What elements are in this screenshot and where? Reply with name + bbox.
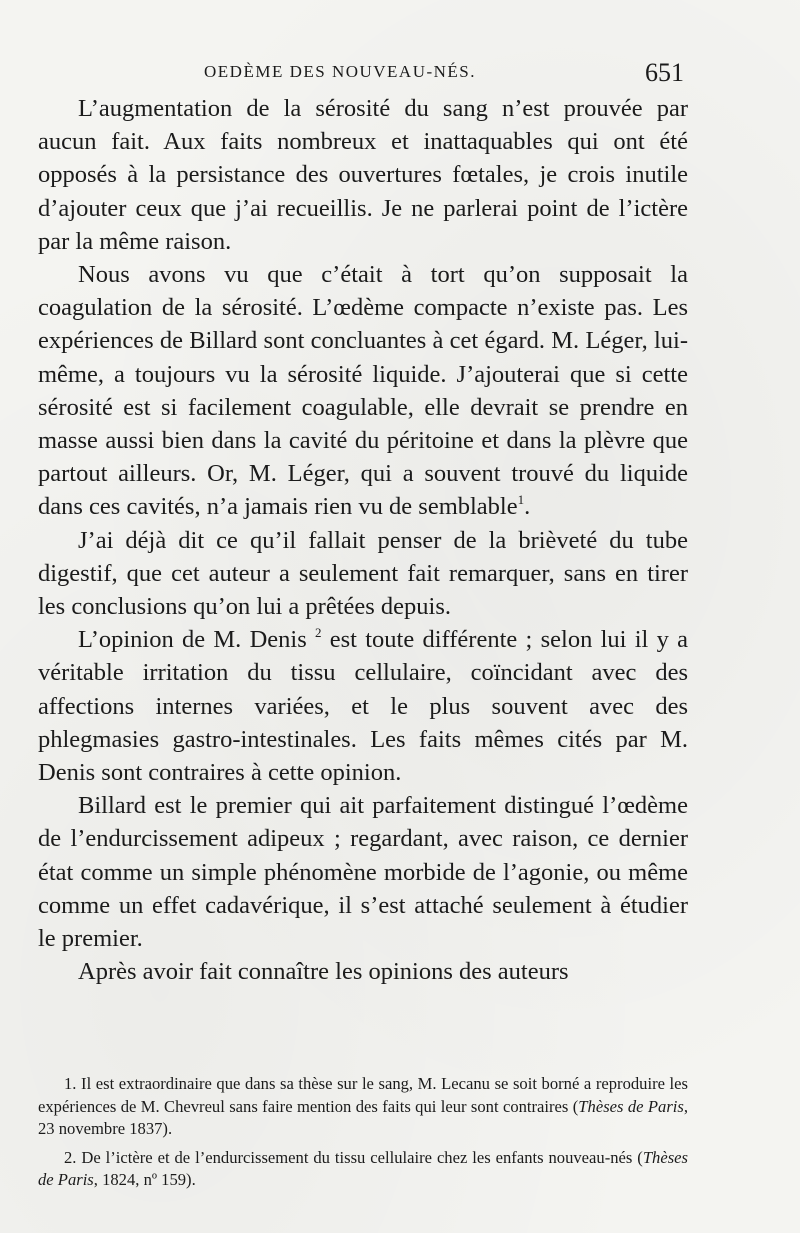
footnote-text: , 1824, nº 159).	[93, 1170, 196, 1189]
paragraph-text: J’ai déjà dit ce qu’il fallait penser de la brièveté du tube digestif, que cet auteur a seulement fait remarquer, sans en tirer les conclusions qu’on lui a prêtées depuis.	[38, 526, 688, 621]
footnote-text: Il est extraordinaire que dans sa thèse sur le sang, M. Lecanu se soit borné a reproduire les expériences de M. Chevreul sans faire mention des faits qui leur sont contraires (	[38, 1074, 688, 1116]
footnote-text: , 23 novembre 1837).	[38, 1096, 689, 1138]
citation-title: Thèses de Paris	[38, 1147, 688, 1189]
page-number: 651	[645, 58, 684, 87]
paragraph	[38, 524, 688, 624]
paragraph-text: Billard est le premier qui ait parfaitement distingué l’œdème de l’endurcissement adipeux ; regardant, avec raison, ce dernier état comme un simple phénomène morbide de l’agonie, ou même comme un effet cadavérique, il s’est attaché seulement à étudier le premier.	[38, 792, 688, 953]
footnote-text: De l’ictère et de l’endurcissement du tissu cellulaire chez les enfants nouveau-nés (	[81, 1147, 643, 1167]
paragraph: Nous avons vu que c’était à tort qu’on supposait la coagulation de la sérosité. L’œdème compacte n’existe pas. Les expériences de Billard sont concluantes à cet égard. M. Léger, lui-même, a toujours vu la sérosité liquide. J’ajouterai que si cette sérosité est si facilement coagulable, elle devrait se prendre en masse aussi bien dans la cavité du péritoine et dans la plèvre que partout ailleurs. Or, M. Léger, qui a souvent trouvé du liquide dans ces cavités, n’a jamais rien vu de semblable$^1$.	[38, 261, 688, 521]
footnotes	[38, 1073, 688, 1198]
paragraph	[38, 955, 688, 988]
footnote-marker: 2.	[64, 1147, 77, 1167]
paragraph-text: Nous avons vu que c’était à tort qu’on supposait la coagulation de la sérosité. L’œdème compacte n’existe pas. Les expériences de Billard sont concluantes à cet égard. M. Léger, lui-même, a toujours vu la sérosité liquide. J’ajouterai que si cette sérosité est si facilement coagulable, elle devrait se prendre en masse aussi bien dans la cavité du péritoine et dans la plèvre que partout ailleurs. Or, M. Léger, qui a souvent trouvé du liquide dans ces cavités, n’a jamais rien vu de semblable	[38, 261, 688, 521]
paragraph	[38, 789, 688, 955]
running-title: OEDÈME DES NOUVEAU-NÉS.	[204, 62, 477, 81]
paragraph-text: L’augmentation de la sérosité du sang n’est prouvée par aucun fait. Aux faits nombreux et inattaquables qui ont été opposés à la persistance des ouvertures fœtales, je crois inutile d’ajouter ceux que j’ai recueillis. Je ne parlerai point de l’ictère par la même raison.	[38, 95, 688, 255]
footnote-ref[interactable]: 2	[315, 625, 322, 641]
footnote-2	[38, 1147, 688, 1192]
footnote-1	[38, 1073, 688, 1141]
paragraph-text: est toute différente ; selon lui il y a véritable irritation du tissu cellulaire, coïncidant avec des affections internes variées, et le plus souvent avec des phlegmasies gastro-intestinales. Les faits mêmes cités par M. Denis sont contraires à cette opinion.	[38, 626, 688, 787]
citation-title: Thèses de Paris	[578, 1096, 684, 1116]
paragraph-text: L’opinion de M. Denis	[78, 626, 307, 654]
paragraph	[38, 92, 688, 258]
main-text	[38, 92, 688, 988]
paragraph-text: Après avoir fait connaître les opinions des auteurs	[78, 958, 569, 986]
footnote-marker: 1.	[64, 1074, 77, 1093]
paragraph	[38, 623, 688, 789]
page-header	[204, 58, 684, 88]
footnote-ref[interactable]: 1	[517, 492, 525, 508]
